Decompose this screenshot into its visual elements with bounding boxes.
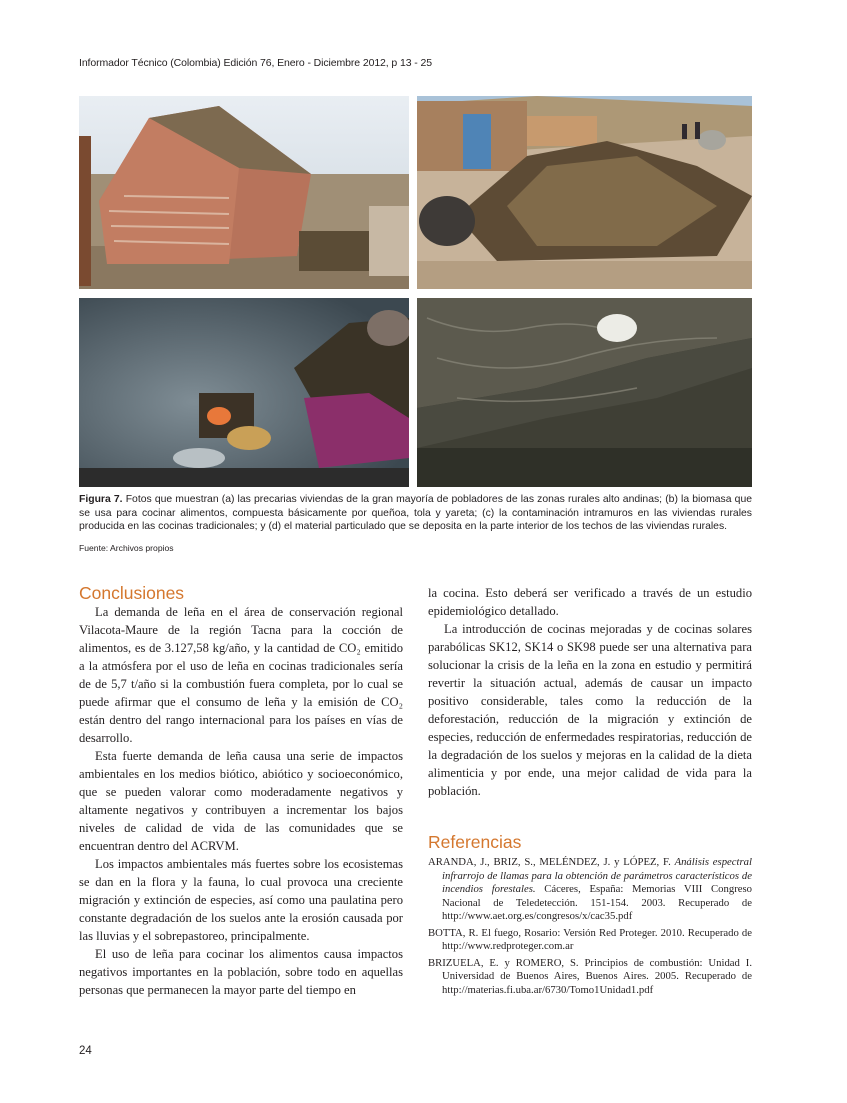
paragraph: La demanda de leña en el área de conservación regional Vilacota-Maure de la región Tacna para la cocción de alimentos, es de 3.127,58 kg/año, y la cantidad de CO₂ emitido a la atmósfera por el uso de leña en cocinas tradicionales sería de de 5,7 t/año si la combustión fuera completa, por lo cual se puede afirmar que el consumo de leña y la emisión de CO₂ están dentro del rango internacional para los países en vías de desarrollo.	[79, 605, 403, 745]
adobe-house-photo	[79, 96, 409, 289]
reference-authors: ARANDA, J., BRIZ, S., MELÉNDEZ, J. y LÓPEZ, F.	[428, 856, 675, 868]
reference-item	[428, 856, 752, 924]
reference-item	[428, 927, 752, 954]
reference-details: Principios de combustión: Unidad I. Universidad de Buenos Aires, Buenos Aires. 2005. Recuperado de http://materias.fi.uba.ar/6730/Tomo1Unidad1.pdf	[442, 956, 752, 996]
smoky-kitchen-photo	[79, 298, 409, 487]
paragraph: La introducción de cocinas mejoradas y de cocinas solares parabólicas SK12, SK14 o SK98 puede ser una alternativa para solucionar la crisis de la leña en la zona en estudio y permitirá revertir la situación actual, además de causar un impacto positivo considerable, tales como la reducción de la deforestación, reducción de la migración y extinción de especies, reducción de enfermedades respiratorias, reducción de la degradación de los suelos y mejoras en la calidad de la dieta alimenticia y por ende, una mejor calidad de vida para la población.	[428, 622, 752, 798]
figure-caption-text: Fotos que muestran (a) las precarias viviendas de la gran mayoría de pobladores de las zonas rurales alto andinas; (b) la biomasa que se usa para cocinar alimentos, compuesta básicamente por queñoa, tola y yareta; (c) la contaminación intramuros en las viviendas rurales producida en las cocinas tradicionales; y (d) el material particulado que se deposita en la parte interior de los techos de las viviendas rurales.	[79, 494, 753, 533]
figure-source: Fuente: Archivos propios	[79, 543, 174, 553]
paragraph: El uso de leña para cocinar los alimentos causa impactos negativos importantes en la población, sobre todo en aquellas personas que permanecen la mayor parte del tiempo en	[79, 947, 403, 997]
column-right	[428, 584, 752, 800]
figure-label: Figura 7.	[79, 494, 123, 505]
figure-caption	[79, 493, 752, 534]
reference-authors: BRIZUELA, E. y ROMERO, S.	[428, 956, 585, 969]
reference-details: El fuego, Rosario: Versión Red Proteger. 2010. Recuperado de http://www.redproteger.com.ar	[442, 926, 752, 952]
reference-list	[428, 856, 752, 1000]
page-number: 24	[79, 1045, 92, 1057]
soot-ceiling-photo	[417, 298, 752, 487]
column-left	[79, 603, 403, 999]
section-title-conclusions: Conclusiones	[79, 583, 185, 603]
paragraph: Los impactos ambientales más fuertes sobre los ecosistemas se dan en la flora y la fauna, lo cual provoca una creciente migración y extinción de especies, así como una paulatina pero constante degradación de los suelos ante la erosión causada por las lluvias y el sobrepastoreo, principalmente.	[79, 857, 403, 943]
reference-details: Cáceres, España: Memorias VIII Congreso Nacional de Teledetección. 151-154. 2003. Recuperado de http://www.aet.org.es/congresos/x/cac35.pdf	[442, 883, 753, 922]
paragraph: la cocina. Esto deberá ser verificado a través de un estudio epidemiológico detallado.	[428, 586, 752, 618]
biomass-pile-photo	[417, 96, 752, 289]
reference-item	[428, 957, 752, 998]
section-title-references: Referencias	[428, 832, 522, 852]
reference-authors: BOTTA, R.	[428, 926, 482, 939]
reference-title: Análisis espectral infrarrojo de llamas para la obtención de parámetros característicos de incendios forestales.	[442, 856, 752, 895]
paragraph: Esta fuerte demanda de leña causa una serie de impactos ambientales en los medios biótico, abiótico y socioeconómico, que se pueden valorar como moderadamente negativos y altamente negativos y contribuyen a incrementar los bajos niveles de calidad de vida de las comunidades que se encuentran dentro del ACRVM.	[79, 749, 403, 853]
running-head: Informador Técnico (Colombia) Edición 76, Enero - Diciembre 2012, p 13 - 25	[79, 57, 432, 69]
